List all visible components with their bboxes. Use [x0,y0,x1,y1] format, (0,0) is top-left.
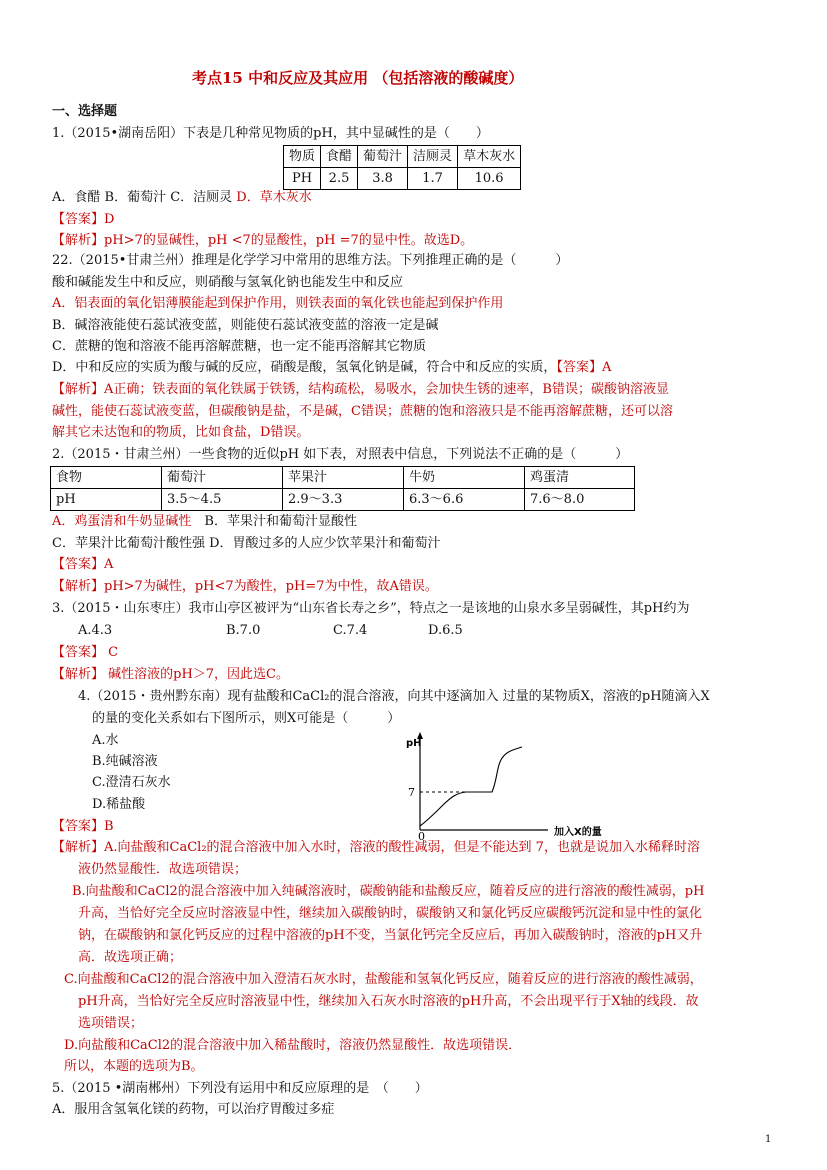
q4-analysis-c3: 选项错误； [78,1016,144,1031]
q3-option-b: B.7.0 [226,623,261,638]
table-cell: 洁厕灵 [408,146,458,168]
q22-option-c: C．蔗糖的饱和溶液不能再溶解蔗糖，也一定不能再溶解其它物质 [52,339,426,354]
ph-curve [420,747,522,826]
q3-answer: 【答案】 C [52,645,119,660]
q2-option-b: B．苹果汁和葡萄汁显酸性 [191,514,357,529]
q22-analysis-line3: 解其它未达饱和的物质，比如食盐，D错误。 [52,425,310,440]
table-cell: 1.7 [408,168,458,190]
table-cell: 牛奶 [404,467,525,489]
q22-option-d: D．中和反应的实质为酸与碱的反应，硝酸是酸，氢氧化钠是碱，符合中和反应的实质， [52,360,557,375]
table-row [51,489,635,511]
q2-options-ab [52,514,357,530]
section-heading: 一、选择题 [52,104,118,119]
q4-stem-line1: 4.（2015・贵州黔东南）现有盐酸和CaCl₂的混合溶液，向其中逐滴加入 过量的某物质X，溶液的pH随滴入X [78,689,710,704]
q3-option-c: C.7.4 [333,623,368,638]
q4-option-b: B.纯碱溶液 [92,754,158,769]
q5-stem: 5.（2015 •湖南郴州）下列没有运用中和反应原理的是 （ ） [52,1081,428,1096]
q1-options [52,190,312,206]
q4-ph-graph [400,730,620,842]
x-axis-arrow: · · [538,826,547,836]
q22-option-d-line [52,360,611,376]
table-cell: 食醋 [321,146,358,168]
table-cell: 2.9～3.3 [283,489,404,511]
table-cell: 鸡蛋清 [525,467,635,489]
q4-analysis-b2: 升高，当恰好完全反应时溶液显中性，继续加入碳酸钠时，碳酸钠又和氯化钙反应碳酸钙沉淀和显中性的氯化 [78,906,703,921]
page-title: 考点15 中和反应及其应用 （包括溶液的酸碱度） [192,69,524,87]
q4-conclusion: 所以，本题的选项为B。 [64,1059,204,1074]
page-number: 1 [765,1134,772,1145]
q4-stem-line2: 的量的变化关系如右下图所示，则X可能是（ ） [92,711,401,726]
table-cell: 葡萄汁 [162,467,283,489]
q22-answer: 【答案】A [556,360,612,375]
q2-table [50,466,635,511]
q3-stem: 3.（2015・山东枣庄）我市山亭区被评为“山东省长寿之乡”，特点之一是该地的山泉水多呈弱碱性，其pH约为 [52,601,690,616]
q1-table [283,145,521,190]
q4-analysis-c1: C.向盐酸和CaCl2的混合溶液中加入澄清石灰水时，盐酸能和氢氧化钙反应，随着反应的进行溶液的酸性减弱， [64,972,703,987]
table-cell: 2.5 [321,168,358,190]
q3-analysis: 【解析】 碱性溶液的pH＞7，因此选C。 [52,667,290,682]
q1-analysis: 【解析】pH>7的显碱性，pH <7的显酸性，pH =7的显中性。故选D。 [52,233,474,248]
q4-analysis-a2: 液仍然显酸性．故选项错误； [78,862,248,877]
y-axis-label: pH [406,738,422,749]
table-cell: 物质 [284,146,321,168]
q4-option-c: C.澄清石灰水 [92,775,171,790]
q5-option-a: A．服用含氢氧化镁的药物，可以治疗胃酸过多症 [52,1102,335,1117]
q22-option-b: B．碱溶液能使石蕊试液变蓝，则能使石蕊试液变蓝的溶液一定是碱 [52,318,439,333]
q4-analysis-d1: D.向盐酸和CaCl2的混合溶液中加入稀盐酸时，溶液仍然显酸性．故选项错误． [64,1038,522,1053]
table-row [51,467,635,489]
table-cell: PH [284,168,321,190]
table-row [284,168,521,190]
q22-option-a: A．铝表面的氧化铝薄膜能起到保护作用，则铁表面的氧化铁也能起到保护作用 [52,296,504,311]
q4-analysis-c2: pH升高，当恰好完全反应时溶液显中性，继续加入石灰水时溶液的pH升高，不会出现平行于X轴的线段．故 [78,994,699,1009]
q2-analysis: 【解析】pH>7为碱性，pH<7为酸性，pH=7为中性，故A错误。 [52,579,438,594]
q22-analysis-line2: 碱性，能使石蕊试液变蓝，但碳酸钠是盐，不是碱，C错误；蔗糖的饱和溶液只是不能再溶解蔗糖，还可以溶 [52,404,673,419]
q4-option-d: D.稀盐酸 [92,797,146,812]
q2-stem: 2.（2015・甘肃兰州）一些食物的近似pH 如下表，对照表中信息，下列说法不正确的是（ ） [52,447,629,462]
table-cell: 6.3～6.6 [404,489,525,511]
table-cell: 3.5～4.5 [162,489,283,511]
origin-label: 0 [418,830,425,842]
table-cell: 7.6～8.0 [525,489,635,511]
q3-option-a: A.4.3 [78,623,113,638]
q2-options-cd: C．苹果汁比葡萄汁酸性强 D．胃酸过多的人应少饮苹果汁和葡萄汁 [52,536,441,551]
q4-option-a: A.水 [92,733,119,748]
table-cell: 10.6 [458,168,521,190]
q22-analysis-line1: 【解析】A正确；铁表面的氧化铁属于铁锈，结构疏松，易吸水，会加快生锈的速率，B错误；碳酸钠溶液显 [52,382,669,397]
q4-analysis-b4: 高．故选项正确； [78,950,183,965]
q2-option-a: A．鸡蛋清和牛奶显碱性 [52,514,192,529]
q1-stem: 1.（2015•湖南岳阳）下表是几种常见物质的pH，其中显碱性的是（ ） [52,126,489,141]
table-cell: 3.8 [358,168,408,190]
q3-option-d: D.6.5 [428,623,463,638]
q1-answer: 【答案】D [52,212,115,227]
q1-option-d: D．草木灰水 [236,190,312,205]
table-cell: pH [51,489,162,511]
x-axis-label: 加入X的量 [554,827,602,838]
q4-analysis-b3: 钠，在碳酸钠和氯化钙反应的过程中溶液的pH不变，当氯化钙完全反应后，再加入碳酸钠时，溶液的pH又升 [78,928,703,943]
table-cell: 草木灰水 [458,146,521,168]
q4-analysis-b1: B.向盐酸和CaCl2的混合溶液中加入纯碱溶液时，碳酸钠能和盐酸反应，随着反应的进行溶液的酸性减弱，pH [72,884,705,899]
y-tick-seven: 7 [408,786,415,799]
q22-line2: 酸和碱能发生中和反应，则硝酸与氢氧化钠也能发生中和反应 [52,275,404,290]
q1-options-abc: A．食醋 B．葡萄汁 C．洁厕灵 [52,190,237,205]
q2-answer: 【答案】A [52,557,114,572]
table-cell: 食物 [51,467,162,489]
q4-analysis-a1: 【解析】A.向盐酸和CaCl₂的混合溶液中加入水时，溶液的酸性减弱，但是不能达到 7，也就是说加入水稀释时溶 [52,840,700,855]
q4-answer: 【答案】B [52,819,114,834]
table-row [284,146,521,168]
table-cell: 苹果汁 [283,467,404,489]
q22-stem: 22.（2015•甘肃兰州）推理是化学学习中常用的思维方法。下列推理正确的是（ ） [52,253,569,268]
table-cell: 葡萄汁 [358,146,408,168]
